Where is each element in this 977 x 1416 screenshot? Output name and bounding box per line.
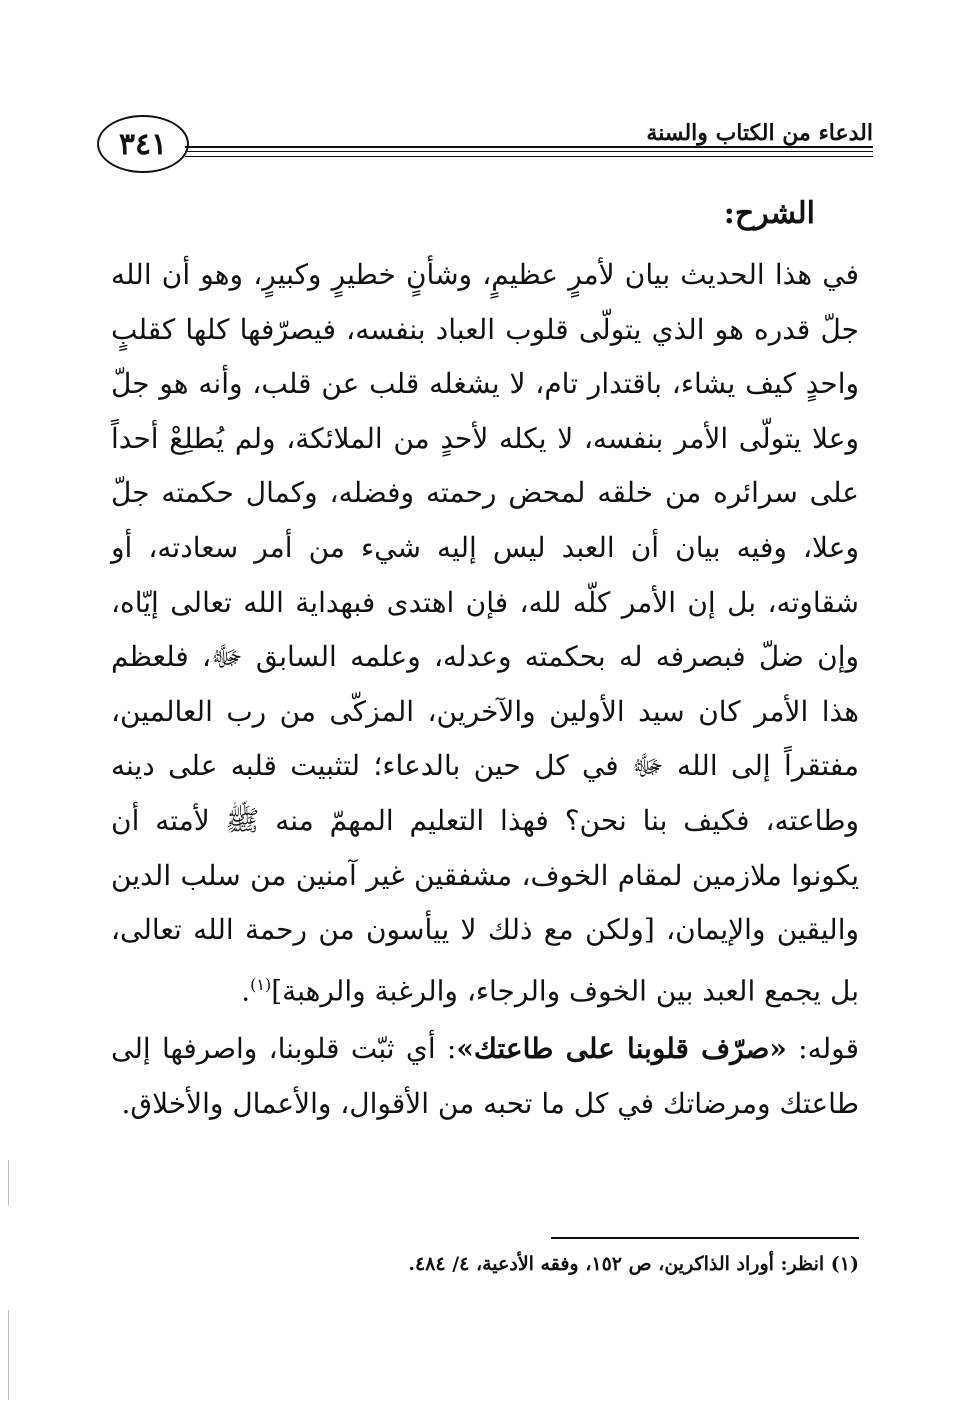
footnote-reference[interactable]: (١) [250, 974, 272, 994]
body-paragraph-commentary [111, 1022, 859, 1131]
hadith-quote: «صرّف قلوبنا على طاعتك» [456, 1032, 787, 1065]
header-rule [185, 151, 873, 152]
footnote-separator [551, 1237, 859, 1239]
commentary-lead: قوله: [786, 1032, 859, 1065]
page-number-badge: ٣٤١ [97, 115, 189, 173]
scan-margin-mark [8, 1160, 9, 1205]
footnote: (١) انظر: أوراد الذاكرين، ص ١٥٢، وفقه الأدعية، ٤/ ٤٨٤. [408, 1253, 859, 1275]
header-rule [185, 156, 873, 157]
header-rule [185, 146, 873, 148]
commentary-text: : أي ثبّت قلوبنا، واصرفها إلى طاعتك ومرضاتك في كل ما تحبه من الأقوال، والأعمال والأخلاق. [111, 1032, 859, 1120]
body-paragraph-explanation [111, 248, 859, 1019]
running-header-title: الدعاء من الكتاب والسنة [646, 120, 873, 146]
section-title: الشرح: [723, 196, 815, 231]
scan-margin-mark [8, 1310, 9, 1400]
paragraph-text: في هذا الحديث بيان لأمرٍ عظيمٍ، وشأنٍ خطيرٍ وكبيرٍ، وهو أن الله جلّ قدره هو الذي يتولّى قلوب العباد بنفسه، فيصرّفها كلها كقلبٍ واحدٍ كيف يشاء، باقتدار تام، لا يشغله قلب عن قلب، وأنه هو جلّ وعلا يتولّى الأمر بنفسه، لا يكله لأحدٍ من الملائكة، ولم يُطلِعْ أحداً على سرائره من خلقه لمحض رحمته وفضله، وكمال حكمته جلّ وعلا، وفيه بيان أن العبد ليس إليه شيء من أمر سعادته، أو شقاوته، بل إن الأمر كلّه لله، فإن اهتدى فبهداية الله تعالى إيّاه، وإن ضلّ فبصرفه له بحكمته وعدله، وعلمه السابق ﷻ، فلعظم هذا الأمر كان سيد الأولين والآخرين، المزكّى من رب العالمين، مفتقراً إلى الله ﷻ في كل حين بالدعاء؛ لتثبيت قلبه على دينه وطاعته، فكيف بنا نحن؟ فهذا التعليم المهمّ منه ﷺ لأمته أن يكونوا ملازمين لمقام الخوف، مشفقين غير آمنين من سلب الدين واليقين والإيمان، [ولكن مع ذلك لا ييأسون من رحمة الله تعالى، بل يجمع العبد بين الخوف والرجاء، والرغبة والرهبة] [111, 258, 859, 1008]
paragraph-end: . [241, 974, 251, 1008]
